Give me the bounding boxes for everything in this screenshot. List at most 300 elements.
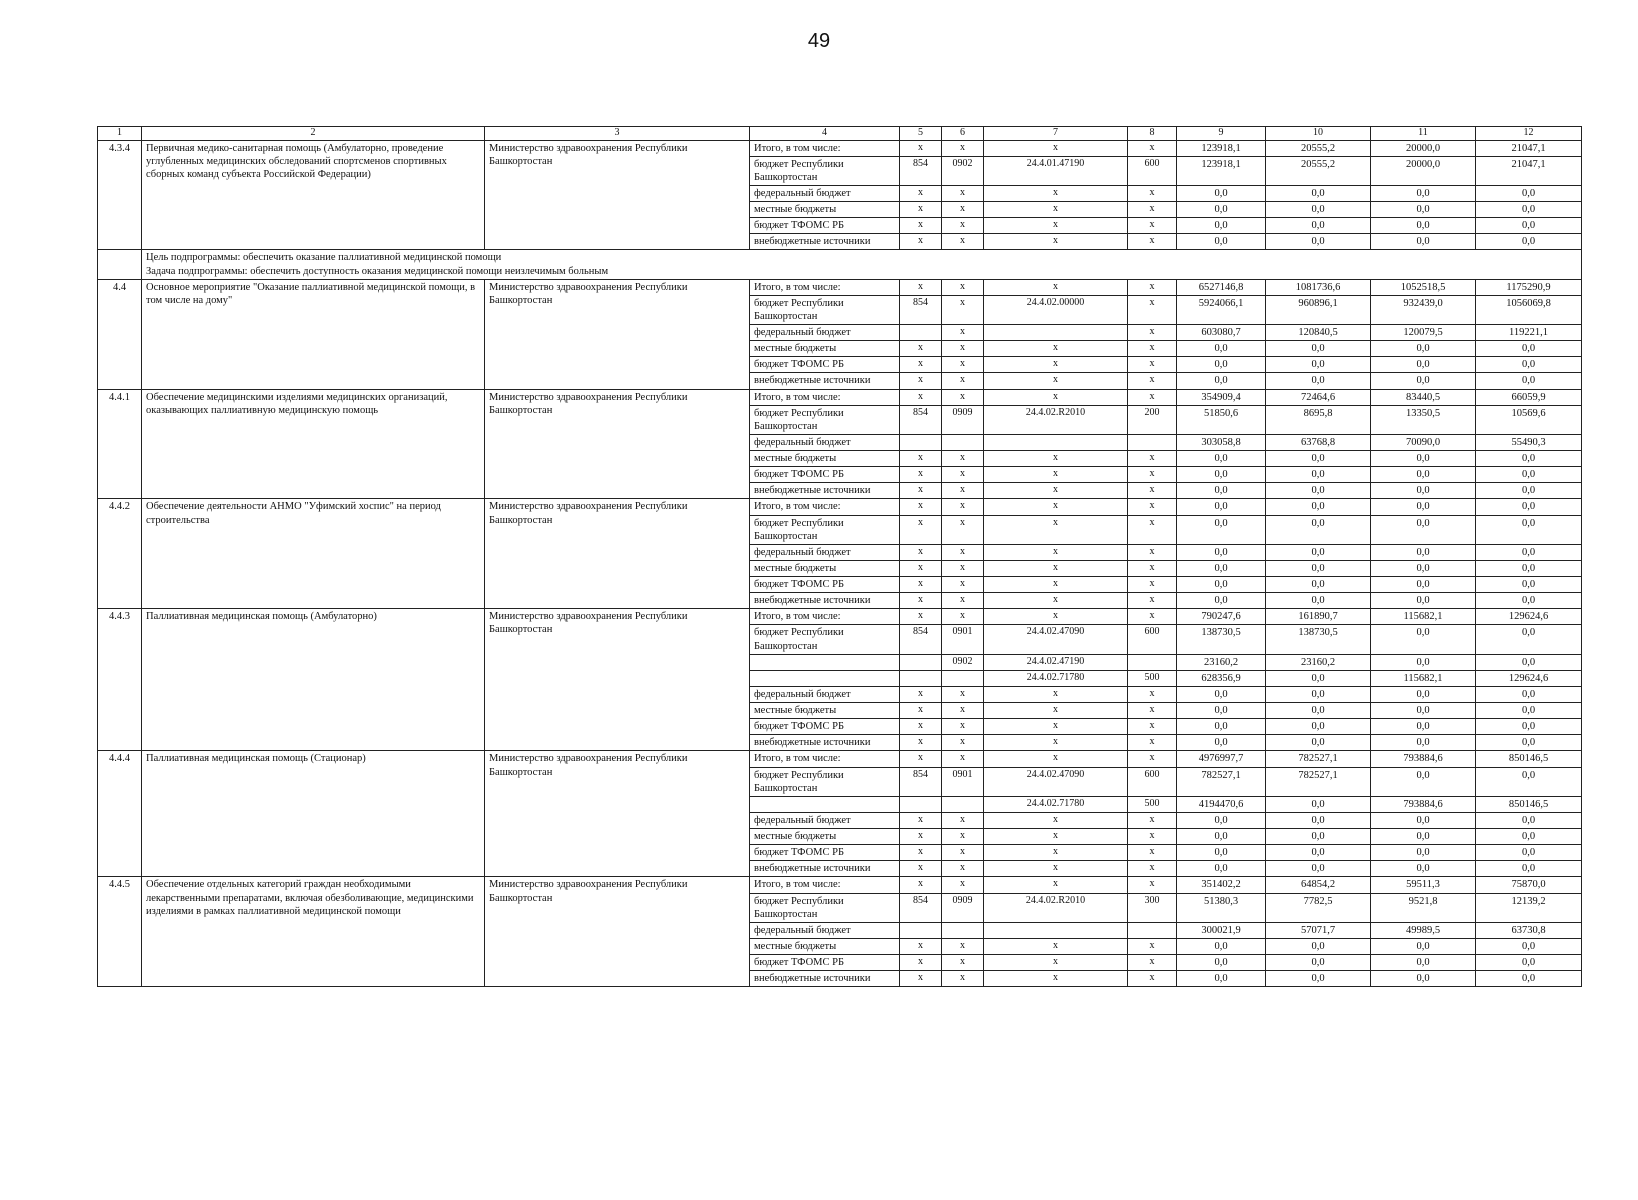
year-amount: 932439,0	[1371, 295, 1476, 324]
section-code	[942, 796, 984, 812]
year-amount: 0,0	[1371, 812, 1476, 828]
target-article-code: x	[984, 845, 1128, 861]
year-amount: 0,0	[1266, 202, 1371, 218]
year-amount: 20555,2	[1266, 156, 1371, 185]
total-amount: 303058,8	[1177, 434, 1266, 450]
expense-type-code: x	[1128, 703, 1177, 719]
year-amount: 0,0	[1371, 971, 1476, 987]
year-amount: 0,0	[1476, 625, 1582, 654]
year-amount: 7782,5	[1266, 893, 1371, 922]
column-header: 9	[1177, 127, 1266, 141]
funding-source: федеральный бюджет	[750, 185, 900, 201]
expense-type-code: x	[1128, 325, 1177, 341]
year-amount: 0,0	[1476, 971, 1582, 987]
expense-type-code: x	[1128, 483, 1177, 499]
target-article-code: x	[984, 389, 1128, 405]
section-code: 0902	[942, 654, 984, 670]
target-article-code: x	[984, 279, 1128, 295]
funding-source: Итого, в том числе:	[750, 877, 900, 893]
year-amount: 72464,6	[1266, 389, 1371, 405]
year-amount: 0,0	[1371, 515, 1476, 544]
expense-type-code: x	[1128, 971, 1177, 987]
year-amount: 0,0	[1266, 560, 1371, 576]
total-amount: 0,0	[1177, 451, 1266, 467]
year-amount: 1081736,6	[1266, 279, 1371, 295]
item-number: 4.4.2	[98, 499, 142, 609]
target-article-code: 24.4.02.47090	[984, 767, 1128, 796]
total-amount: 0,0	[1177, 845, 1266, 861]
funding-source: бюджет ТФОМС РБ	[750, 719, 900, 735]
item-executor: Министерство здравоохранения Республики Башкортостан	[485, 877, 750, 987]
year-amount: 850146,5	[1476, 751, 1582, 767]
item-executor: Министерство здравоохранения Республики Башкортостан	[485, 609, 750, 751]
year-amount: 0,0	[1266, 515, 1371, 544]
year-amount: 0,0	[1476, 341, 1582, 357]
column-header: 8	[1128, 127, 1177, 141]
target-article-code: x	[984, 234, 1128, 250]
funding-source: местные бюджеты	[750, 703, 900, 719]
year-amount: 0,0	[1371, 593, 1476, 609]
year-amount: 20555,2	[1266, 140, 1371, 156]
target-article-code: 24.4.02.R2010	[984, 893, 1128, 922]
expense-type-code: x	[1128, 845, 1177, 861]
item-number: 4.4.3	[98, 609, 142, 751]
year-amount: 0,0	[1371, 703, 1476, 719]
expense-type-code: x	[1128, 202, 1177, 218]
item-executor: Министерство здравоохранения Республики Башкортостан	[485, 389, 750, 499]
total-amount: 0,0	[1177, 955, 1266, 971]
expense-type-code: x	[1128, 609, 1177, 625]
funding-source: внебюджетные источники	[750, 861, 900, 877]
target-article-code: x	[984, 703, 1128, 719]
total-amount: 0,0	[1177, 467, 1266, 483]
section-code: x	[942, 295, 984, 324]
expense-type-code: 500	[1128, 670, 1177, 686]
column-header: 3	[485, 127, 750, 141]
ministry-code: x	[900, 560, 942, 576]
section-code: x	[942, 499, 984, 515]
ministry-code: x	[900, 185, 942, 201]
expense-type-code: x	[1128, 577, 1177, 593]
target-article-code: x	[984, 560, 1128, 576]
year-amount: 0,0	[1476, 845, 1582, 861]
target-article-code	[984, 434, 1128, 450]
funding-source: местные бюджеты	[750, 938, 900, 954]
funding-source: внебюджетные источники	[750, 971, 900, 987]
year-amount: 0,0	[1371, 234, 1476, 250]
funding-source: бюджет Республики Башкортостан	[750, 515, 900, 544]
ministry-code: x	[900, 955, 942, 971]
funding-source: бюджет Республики Башкортостан	[750, 156, 900, 185]
target-article-code	[984, 922, 1128, 938]
year-amount: 0,0	[1266, 483, 1371, 499]
total-amount: 0,0	[1177, 593, 1266, 609]
item-name: Обеспечение отдельных категорий граждан необходимыми лекарственными препаратами, включая обезболивающие, медицинскими изделиями в рамках паллиативной медицинской помощи	[142, 877, 485, 987]
year-amount: 0,0	[1371, 719, 1476, 735]
year-amount: 0,0	[1476, 483, 1582, 499]
section-code	[942, 434, 984, 450]
year-amount: 70090,0	[1371, 434, 1476, 450]
section-code: x	[942, 735, 984, 751]
target-article-code: x	[984, 812, 1128, 828]
column-header: 1	[98, 127, 142, 141]
funding-source: федеральный бюджет	[750, 922, 900, 938]
section-code: x	[942, 719, 984, 735]
year-amount: 9521,8	[1371, 893, 1476, 922]
year-amount: 0,0	[1266, 971, 1371, 987]
year-amount: 782527,1	[1266, 751, 1371, 767]
total-amount: 354909,4	[1177, 389, 1266, 405]
year-amount: 0,0	[1476, 499, 1582, 515]
ministry-code	[900, 325, 942, 341]
year-amount: 63768,8	[1266, 434, 1371, 450]
total-amount: 138730,5	[1177, 625, 1266, 654]
funding-source: бюджет ТФОМС РБ	[750, 955, 900, 971]
year-amount: 0,0	[1476, 577, 1582, 593]
year-amount: 0,0	[1476, 185, 1582, 201]
year-amount: 21047,1	[1476, 156, 1582, 185]
expense-type-code: 600	[1128, 156, 1177, 185]
total-amount: 0,0	[1177, 373, 1266, 389]
funding-source: бюджет Республики Башкортостан	[750, 405, 900, 434]
year-amount: 0,0	[1266, 670, 1371, 686]
funding-source: бюджет Республики Башкортостан	[750, 893, 900, 922]
goal-row	[98, 250, 1582, 279]
section-code: x	[942, 373, 984, 389]
ministry-code	[900, 670, 942, 686]
funding-source: местные бюджеты	[750, 829, 900, 845]
total-amount: 4976997,7	[1177, 751, 1266, 767]
year-amount: 0,0	[1476, 560, 1582, 576]
year-amount: 64854,2	[1266, 877, 1371, 893]
target-article-code: x	[984, 593, 1128, 609]
ministry-code: x	[900, 202, 942, 218]
expense-type-code: x	[1128, 812, 1177, 828]
funding-source: местные бюджеты	[750, 202, 900, 218]
expense-type-code: x	[1128, 560, 1177, 576]
target-article-code: 24.4.02.00000	[984, 295, 1128, 324]
year-amount: 0,0	[1371, 483, 1476, 499]
total-amount: 6527146,8	[1177, 279, 1266, 295]
total-amount: 0,0	[1177, 515, 1266, 544]
section-code: x	[942, 955, 984, 971]
year-amount: 850146,5	[1476, 796, 1582, 812]
expense-type-code	[1128, 434, 1177, 450]
funding-source: федеральный бюджет	[750, 325, 900, 341]
funding-source: внебюджетные источники	[750, 373, 900, 389]
target-article-code: x	[984, 140, 1128, 156]
total-amount: 123918,1	[1177, 156, 1266, 185]
total-amount: 5924066,1	[1177, 295, 1266, 324]
target-article-code: 24.4.02.71780	[984, 670, 1128, 686]
year-amount: 793884,6	[1371, 751, 1476, 767]
section-code: x	[942, 325, 984, 341]
year-amount: 0,0	[1266, 593, 1371, 609]
year-amount: 0,0	[1266, 218, 1371, 234]
year-amount: 120840,5	[1266, 325, 1371, 341]
funding-source: федеральный бюджет	[750, 434, 900, 450]
subprogram-goal: Цель подпрограммы: обеспечить оказание паллиативной медицинской помощи	[146, 252, 502, 264]
year-amount: 120079,5	[1371, 325, 1476, 341]
expense-type-code: x	[1128, 544, 1177, 560]
year-amount: 75870,0	[1476, 877, 1582, 893]
year-amount: 0,0	[1266, 845, 1371, 861]
year-amount: 20000,0	[1371, 140, 1476, 156]
funding-source: бюджет ТФОМС РБ	[750, 218, 900, 234]
year-amount: 0,0	[1266, 185, 1371, 201]
ministry-code: x	[900, 218, 942, 234]
subprogram-task: Задача подпрограммы: обеспечить доступность оказания медицинской помощи неизлечимым больным	[146, 265, 609, 277]
expense-type-code: x	[1128, 719, 1177, 735]
year-amount: 20000,0	[1371, 156, 1476, 185]
year-amount: 0,0	[1266, 373, 1371, 389]
year-amount: 0,0	[1476, 719, 1582, 735]
expense-type-code: x	[1128, 593, 1177, 609]
ministry-code: x	[900, 389, 942, 405]
section-code: x	[942, 218, 984, 234]
year-amount: 55490,3	[1476, 434, 1582, 450]
expense-type-code: x	[1128, 279, 1177, 295]
year-amount: 0,0	[1266, 735, 1371, 751]
total-amount: 0,0	[1177, 686, 1266, 702]
year-amount: 0,0	[1476, 686, 1582, 702]
section-code: x	[942, 140, 984, 156]
year-amount: 0,0	[1476, 735, 1582, 751]
section-code: x	[942, 202, 984, 218]
target-article-code: x	[984, 861, 1128, 877]
year-amount: 0,0	[1371, 218, 1476, 234]
expense-type-code: x	[1128, 140, 1177, 156]
year-amount: 793884,6	[1371, 796, 1476, 812]
funding-source: Итого, в том числе:	[750, 279, 900, 295]
section-code: 0901	[942, 767, 984, 796]
table-row	[98, 389, 1582, 405]
table-row	[98, 609, 1582, 625]
ministry-code: x	[900, 938, 942, 954]
total-amount: 123918,1	[1177, 140, 1266, 156]
ministry-code: x	[900, 515, 942, 544]
section-code	[942, 670, 984, 686]
section-code: x	[942, 861, 984, 877]
year-amount: 161890,7	[1266, 609, 1371, 625]
ministry-code: x	[900, 686, 942, 702]
year-amount: 119221,1	[1476, 325, 1582, 341]
funding-source: федеральный бюджет	[750, 812, 900, 828]
expense-type-code: x	[1128, 218, 1177, 234]
target-article-code: x	[984, 938, 1128, 954]
total-amount: 0,0	[1177, 703, 1266, 719]
ministry-code	[900, 654, 942, 670]
year-amount: 23160,2	[1266, 654, 1371, 670]
total-amount: 0,0	[1177, 829, 1266, 845]
year-amount: 0,0	[1266, 703, 1371, 719]
item-executor: Министерство здравоохранения Республики Башкортостан	[485, 140, 750, 250]
total-amount: 0,0	[1177, 812, 1266, 828]
funding-source	[750, 670, 900, 686]
expense-type-code: x	[1128, 185, 1177, 201]
ministry-code: x	[900, 467, 942, 483]
ministry-code: x	[900, 577, 942, 593]
target-article-code: 24.4.02.47090	[984, 625, 1128, 654]
funding-source: бюджет ТФОМС РБ	[750, 577, 900, 593]
ministry-code: x	[900, 373, 942, 389]
year-amount: 0,0	[1371, 625, 1476, 654]
total-amount: 0,0	[1177, 861, 1266, 877]
section-code: x	[942, 609, 984, 625]
year-amount: 0,0	[1371, 544, 1476, 560]
funding-source: местные бюджеты	[750, 560, 900, 576]
target-article-code: x	[984, 202, 1128, 218]
section-code: x	[942, 829, 984, 845]
section-code: x	[942, 234, 984, 250]
year-amount: 0,0	[1371, 373, 1476, 389]
year-amount: 0,0	[1476, 515, 1582, 544]
column-header: 7	[984, 127, 1128, 141]
year-amount: 1052518,5	[1371, 279, 1476, 295]
item-name: Паллиативная медицинская помощь (Стационар)	[142, 751, 485, 877]
item-name: Паллиативная медицинская помощь (Амбулаторно)	[142, 609, 485, 751]
target-article-code: x	[984, 971, 1128, 987]
ministry-code	[900, 434, 942, 450]
total-amount: 782527,1	[1177, 767, 1266, 796]
ministry-code	[900, 796, 942, 812]
section-code: x	[942, 515, 984, 544]
target-article-code: 24.4.01.47190	[984, 156, 1128, 185]
total-amount: 23160,2	[1177, 654, 1266, 670]
target-article-code	[984, 325, 1128, 341]
year-amount: 0,0	[1371, 845, 1476, 861]
item-number: 4.4.1	[98, 389, 142, 499]
ministry-code: 854	[900, 893, 942, 922]
year-amount: 0,0	[1371, 735, 1476, 751]
year-amount: 0,0	[1266, 544, 1371, 560]
target-article-code: x	[984, 483, 1128, 499]
funding-source: федеральный бюджет	[750, 686, 900, 702]
total-amount: 0,0	[1177, 185, 1266, 201]
year-amount: 1056069,8	[1476, 295, 1582, 324]
year-amount: 0,0	[1371, 938, 1476, 954]
year-amount: 0,0	[1266, 861, 1371, 877]
goal-cell	[142, 250, 1582, 279]
ministry-code: x	[900, 877, 942, 893]
item-executor: Министерство здравоохранения Республики Башкортостан	[485, 279, 750, 389]
expense-type-code: 600	[1128, 767, 1177, 796]
year-amount: 115682,1	[1371, 670, 1476, 686]
year-amount: 0,0	[1476, 703, 1582, 719]
expense-type-code: x	[1128, 373, 1177, 389]
year-amount: 0,0	[1371, 341, 1476, 357]
expense-type-code: x	[1128, 451, 1177, 467]
total-amount: 351402,2	[1177, 877, 1266, 893]
target-article-code: x	[984, 955, 1128, 971]
funding-source: бюджет Республики Башкортостан	[750, 767, 900, 796]
year-amount: 0,0	[1266, 812, 1371, 828]
ministry-code: x	[900, 703, 942, 719]
ministry-code: x	[900, 735, 942, 751]
year-amount: 0,0	[1371, 654, 1476, 670]
total-amount: 0,0	[1177, 234, 1266, 250]
column-header: 4	[750, 127, 900, 141]
target-article-code: x	[984, 185, 1128, 201]
funding-source	[750, 654, 900, 670]
ministry-code: 854	[900, 156, 942, 185]
item-name: Основное мероприятие "Оказание паллиативной медицинской помощи, в том числе на дому"	[142, 279, 485, 389]
year-amount: 0,0	[1266, 341, 1371, 357]
section-code: x	[942, 341, 984, 357]
table-row	[98, 279, 1582, 295]
total-amount: 0,0	[1177, 202, 1266, 218]
ministry-code: x	[900, 845, 942, 861]
section-code: x	[942, 577, 984, 593]
section-code: x	[942, 877, 984, 893]
year-amount: 0,0	[1476, 938, 1582, 954]
funding-source: федеральный бюджет	[750, 544, 900, 560]
year-amount: 0,0	[1476, 654, 1582, 670]
expense-type-code: x	[1128, 357, 1177, 373]
target-article-code: x	[984, 735, 1128, 751]
item-name: Первичная медико-санитарная помощь (Амбулаторно, проведение углубленных медицинских обследований спортсменов спортивных сборных команд субъекта Российской Федерации)	[142, 140, 485, 250]
year-amount: 10569,6	[1476, 405, 1582, 434]
year-amount: 0,0	[1266, 829, 1371, 845]
ministry-code: 854	[900, 295, 942, 324]
total-amount: 0,0	[1177, 577, 1266, 593]
year-amount: 0,0	[1476, 373, 1582, 389]
expense-type-code: x	[1128, 389, 1177, 405]
column-header: 10	[1266, 127, 1371, 141]
section-code: x	[942, 593, 984, 609]
item-number: 4.3.4	[98, 140, 142, 250]
expense-type-code	[1128, 922, 1177, 938]
ministry-code: x	[900, 499, 942, 515]
table-row	[98, 140, 1582, 156]
total-amount: 0,0	[1177, 357, 1266, 373]
ministry-code: x	[900, 279, 942, 295]
year-amount: 0,0	[1266, 938, 1371, 954]
year-amount: 0,0	[1371, 202, 1476, 218]
expense-type-code: x	[1128, 735, 1177, 751]
expense-type-code: x	[1128, 938, 1177, 954]
funding-source: внебюджетные источники	[750, 735, 900, 751]
target-article-code: 24.4.02.R2010	[984, 405, 1128, 434]
section-code: x	[942, 751, 984, 767]
year-amount: 0,0	[1266, 719, 1371, 735]
budget-table	[97, 126, 1582, 987]
item-executor: Министерство здравоохранения Республики Башкортостан	[485, 751, 750, 877]
year-amount: 0,0	[1266, 796, 1371, 812]
section-code: 0909	[942, 893, 984, 922]
ministry-code: x	[900, 812, 942, 828]
year-amount: 0,0	[1266, 955, 1371, 971]
year-amount: 0,0	[1371, 767, 1476, 796]
year-amount: 0,0	[1476, 544, 1582, 560]
section-code: x	[942, 845, 984, 861]
expense-type-code: x	[1128, 295, 1177, 324]
year-amount: 138730,5	[1266, 625, 1371, 654]
total-amount: 790247,6	[1177, 609, 1266, 625]
year-amount: 0,0	[1371, 829, 1476, 845]
year-amount: 8695,8	[1266, 405, 1371, 434]
total-amount: 0,0	[1177, 218, 1266, 234]
total-amount: 0,0	[1177, 483, 1266, 499]
year-amount: 57071,7	[1266, 922, 1371, 938]
year-amount: 0,0	[1266, 499, 1371, 515]
section-code: x	[942, 812, 984, 828]
section-code: x	[942, 279, 984, 295]
total-amount: 0,0	[1177, 544, 1266, 560]
ministry-code: 854	[900, 405, 942, 434]
section-code: x	[942, 467, 984, 483]
year-amount: 0,0	[1476, 593, 1582, 609]
